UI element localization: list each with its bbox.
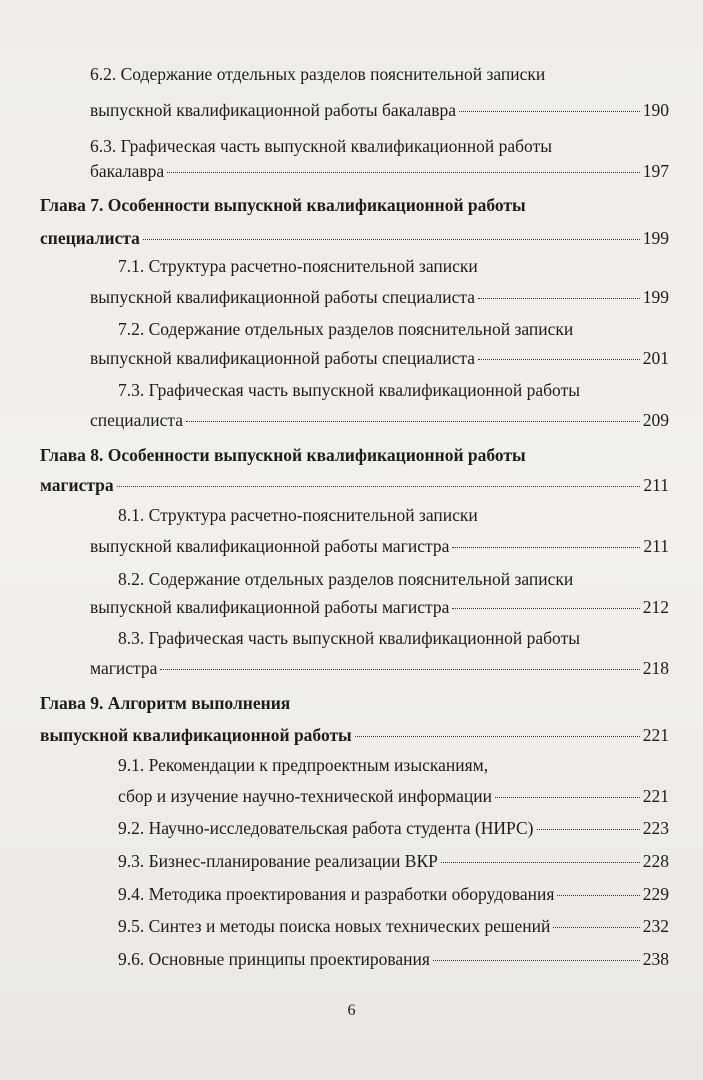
toc-chapter-line	[40, 470, 669, 500]
toc-line	[90, 531, 669, 561]
toc-line	[118, 944, 669, 974]
toc-line	[118, 750, 488, 780]
dot-leader	[495, 797, 640, 798]
toc-line	[90, 282, 669, 312]
toc-text: выпускной квалификационной работы магистра	[90, 536, 450, 556]
toc-line	[90, 156, 669, 186]
dot-leader	[167, 172, 640, 173]
toc-line	[118, 314, 573, 344]
page-number: 6	[347, 1002, 356, 1019]
toc-page: 199	[642, 228, 669, 248]
toc-page: 232	[642, 916, 669, 936]
dot-leader	[452, 608, 639, 609]
toc-text: выпускной квалификационной работы магистра	[90, 597, 450, 617]
dot-leader	[143, 239, 640, 240]
toc-text: выпускной квалификационной работы специалиста	[90, 348, 475, 368]
toc-line	[118, 879, 669, 909]
toc-page: 228	[642, 851, 669, 871]
dot-leader	[441, 862, 640, 863]
toc-line	[118, 500, 478, 530]
dot-leader	[557, 895, 639, 896]
dot-leader	[186, 421, 640, 422]
toc-chapter-line	[40, 190, 526, 220]
toc-line	[90, 59, 545, 89]
toc-text: 9.5. Синтез и методы поиска новых технических решений	[118, 916, 551, 936]
toc-page: 212	[642, 597, 669, 617]
dot-leader	[478, 298, 640, 299]
toc-page: 201	[642, 348, 669, 368]
toc-text: 7.1. Структура расчетно-пояснительной записки	[118, 256, 478, 276]
toc-line	[118, 781, 669, 811]
toc-page: 211	[643, 475, 669, 495]
toc-page: 199	[642, 287, 669, 307]
toc-line	[90, 343, 669, 373]
toc-chapter-title: выпускной квалификационной работы	[40, 725, 352, 745]
toc-chapter-title: специалиста	[40, 228, 140, 248]
toc-text: 9.4. Методика проектирования и разработки оборудования	[118, 884, 555, 904]
toc-text: 8.1. Структура расчетно-пояснительной записки	[118, 505, 478, 525]
toc-text: 9.3. Бизнес-планирование реализации ВКР	[118, 851, 438, 871]
toc-chapter-title: Глава 9. Алгоритм выполнения	[40, 693, 291, 713]
toc-chapter-title: Глава 7. Особенности выпускной квалификационной работы	[40, 195, 526, 215]
toc-text: бакалавра	[90, 161, 165, 181]
toc-text: 8.2. Содержание отдельных разделов пояснительной записки	[118, 569, 574, 589]
toc-page: 221	[642, 786, 669, 806]
toc-line	[118, 623, 580, 653]
toc-text: 6.3. Графическая часть выпускной квалификационной работы	[90, 136, 552, 156]
toc-text: специалиста	[90, 410, 184, 430]
toc-text: сбор и изучение научно-технической информации	[118, 786, 493, 806]
toc-page: 218	[642, 658, 669, 678]
toc-line	[118, 846, 669, 876]
toc-text: 9.2. Научно-исследовательская работа студента (НИРС)	[118, 818, 534, 838]
toc-text: 9.6. Основные принципы проектирования	[118, 949, 430, 969]
toc-chapter-line	[40, 440, 526, 470]
toc-line	[118, 375, 580, 405]
toc-chapter-title: магистра	[40, 475, 114, 495]
dot-leader	[433, 960, 640, 961]
toc-text: выпускной квалификационной работы специалиста	[90, 287, 475, 307]
toc-text: 8.3. Графическая часть выпускной квалификационной работы	[118, 628, 580, 648]
toc-line	[90, 653, 669, 683]
dot-leader	[553, 927, 639, 928]
toc-chapter-line	[40, 223, 669, 253]
toc-text: 9.1. Рекомендации к предпроектным изысканиям,	[118, 755, 489, 775]
dot-leader	[355, 736, 640, 737]
toc-page: 211	[643, 536, 669, 556]
toc-line	[118, 251, 478, 281]
toc-page: 221	[642, 725, 669, 745]
toc-text: выпускной квалификационной работы бакалавра	[90, 100, 457, 120]
dot-leader	[459, 111, 640, 112]
dot-leader	[117, 486, 641, 487]
toc-line	[118, 911, 669, 941]
toc-line	[90, 95, 669, 125]
toc-line	[90, 405, 669, 435]
toc-text: 7.3. Графическая часть выпускной квалификационной работы	[118, 380, 580, 400]
toc-page: 209	[642, 410, 669, 430]
toc-page: 238	[642, 949, 669, 969]
dot-leader	[160, 669, 639, 670]
toc-line	[118, 813, 669, 843]
toc-page: 197	[642, 161, 669, 181]
toc-text: магистра	[90, 658, 158, 678]
dot-leader	[478, 359, 640, 360]
toc-page: 229	[642, 884, 669, 904]
toc-page: 190	[642, 100, 669, 120]
toc-line	[118, 564, 573, 594]
toc-text: 7.2. Содержание отдельных разделов пояснительной записки	[118, 319, 574, 339]
dot-leader	[452, 547, 640, 548]
toc-chapter-title: Глава 8. Особенности выпускной квалификационной работы	[40, 445, 526, 465]
toc-chapter-line	[40, 688, 290, 718]
toc-chapter-line	[40, 720, 669, 750]
toc-line	[90, 592, 669, 622]
dot-leader	[537, 829, 640, 830]
toc-page: 223	[642, 818, 669, 838]
toc-text: 6.2. Содержание отдельных разделов пояснительной записки	[90, 64, 546, 84]
